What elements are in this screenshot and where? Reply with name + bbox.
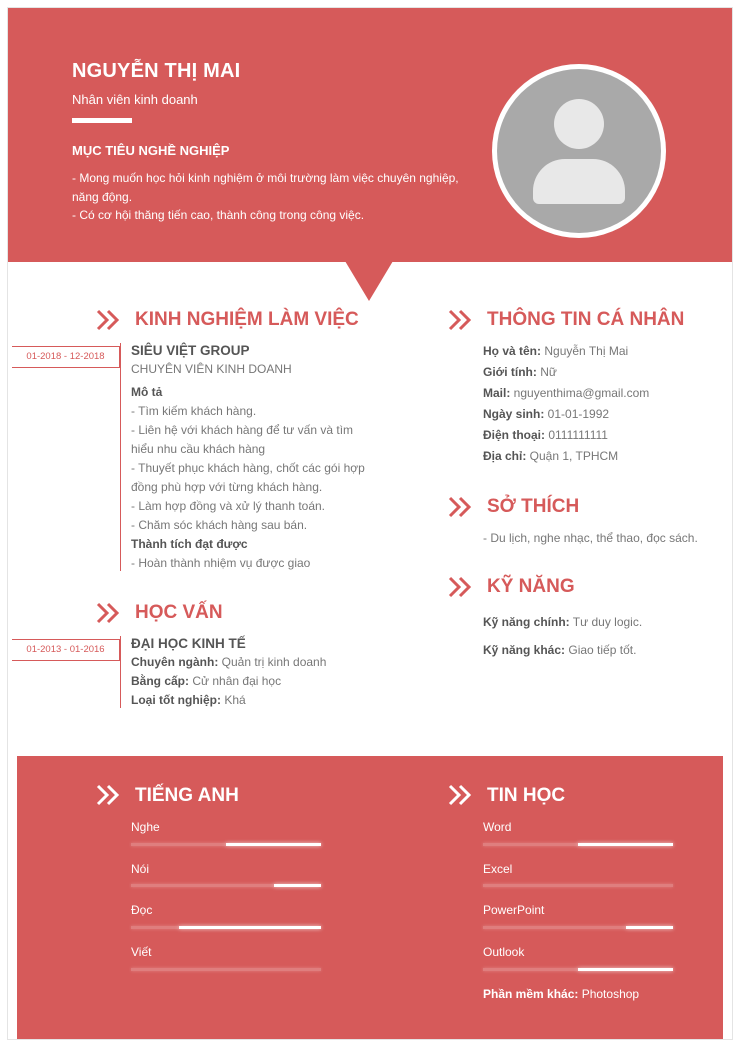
header-pointer bbox=[345, 261, 393, 301]
degree-value: Cử nhân đại học bbox=[189, 674, 282, 688]
hobbies-text: - Du lịch, nghe nhạc, thể thao, đọc sách. bbox=[483, 531, 698, 545]
english-label: Viết bbox=[131, 945, 152, 959]
avatar-body-shape bbox=[533, 159, 625, 204]
personal-item bbox=[483, 404, 649, 425]
education-title: HỌC VẤN bbox=[135, 602, 223, 623]
double-chevron-icon bbox=[448, 784, 474, 806]
english-title: TIẾNG ANH bbox=[135, 785, 239, 806]
experience-title: KINH NGHIỆM LÀM VIỆC bbox=[135, 309, 359, 330]
bar-fill bbox=[626, 926, 674, 929]
personal-item bbox=[483, 383, 649, 404]
other-value: Photoshop bbox=[578, 987, 640, 1001]
candidate-role: Nhân viên kinh doanh bbox=[72, 92, 198, 107]
bar-fill bbox=[274, 884, 322, 887]
it-title: TIN HỌC bbox=[487, 785, 566, 806]
skill-label: Kỹ năng khác: bbox=[483, 643, 566, 657]
personal-info-list bbox=[483, 341, 649, 467]
it-bar bbox=[483, 884, 673, 887]
experience-description bbox=[131, 383, 365, 573]
it-label: PowerPoint bbox=[483, 903, 545, 917]
role-underline bbox=[72, 118, 132, 123]
it-bar bbox=[483, 843, 673, 846]
bar-fill bbox=[578, 843, 673, 846]
skills-list bbox=[483, 608, 642, 664]
other-label: Phần mềm khác: bbox=[483, 987, 579, 1001]
grade-label: Loại tốt nghiệp: bbox=[131, 693, 221, 707]
education-grade bbox=[131, 691, 326, 710]
it-label: Outlook bbox=[483, 945, 525, 959]
education-school: ĐẠI HỌC KINH TẾ bbox=[131, 636, 246, 651]
double-chevron-icon bbox=[96, 309, 122, 331]
info-value: nguyenthima@gmail.com bbox=[510, 386, 650, 400]
degree-label: Bằng cấp: bbox=[131, 674, 190, 688]
description-line: - Chăm sóc khách hàng sau bán. bbox=[131, 518, 308, 532]
skill-other bbox=[483, 636, 642, 664]
personal-item bbox=[483, 425, 649, 446]
english-bar bbox=[131, 843, 321, 846]
objective-line: - Có cơ hội thăng tiến cao, thành công trong công việc. bbox=[72, 208, 365, 222]
objective-line: năng động. bbox=[72, 189, 133, 204]
info-label: Địa chỉ: bbox=[483, 449, 527, 463]
description-line: - Làm hợp đồng và xử lý thanh toán. bbox=[131, 499, 326, 513]
education-major bbox=[131, 653, 326, 672]
it-other-software bbox=[483, 987, 639, 1001]
description-line: - Liên hệ với khách hàng để tư vấn và tìm bbox=[131, 423, 354, 437]
avatar-head-shape bbox=[554, 99, 604, 149]
english-bar bbox=[131, 884, 321, 887]
english-label: Nghe bbox=[131, 820, 160, 834]
skill-label: Kỹ năng chính: bbox=[483, 615, 570, 629]
it-bar bbox=[483, 968, 673, 971]
english-label: Đọc bbox=[131, 903, 153, 917]
it-label: Excel bbox=[483, 862, 513, 876]
skill-main bbox=[483, 608, 642, 636]
personal-item bbox=[483, 446, 649, 467]
info-label: Giới tính: bbox=[483, 365, 537, 379]
info-value: Quận 1, TPHCM bbox=[526, 449, 619, 463]
info-value: Nữ bbox=[536, 365, 557, 379]
info-label: Điện thoại: bbox=[483, 428, 545, 442]
major-label: Chuyên ngành: bbox=[131, 655, 219, 669]
description-line: - Tìm kiếm khách hàng. bbox=[131, 404, 257, 418]
education-details bbox=[131, 653, 326, 710]
skill-value: Tư duy logic. bbox=[569, 615, 643, 629]
double-chevron-icon bbox=[448, 496, 474, 518]
double-chevron-icon bbox=[448, 576, 474, 598]
skills-title: KỸ NĂNG bbox=[487, 576, 575, 597]
info-label: Họ và tên: bbox=[483, 344, 542, 358]
candidate-name: NGUYỄN THỊ MAI bbox=[72, 60, 241, 82]
achievement-line: - Hoàn thành nhiệm vụ được giao bbox=[131, 556, 311, 570]
bar-fill bbox=[179, 926, 322, 929]
objective-text bbox=[72, 169, 472, 225]
experience-position: CHUYÊN VIÊN KINH DOANH bbox=[131, 362, 292, 376]
english-label: Nói bbox=[131, 862, 150, 876]
personal-title: THÔNG TIN CÁ NHÂN bbox=[487, 309, 685, 330]
experience-company: SIÊU VIỆT GROUP bbox=[131, 343, 250, 358]
experience-date: 01-2018 - 12-2018 bbox=[12, 346, 120, 368]
description-line: hiểu nhu cầu khách hàng bbox=[131, 442, 266, 456]
bar-fill bbox=[578, 968, 673, 971]
it-bar bbox=[483, 926, 673, 929]
double-chevron-icon bbox=[96, 784, 122, 806]
hobbies-title: SỞ THÍCH bbox=[487, 496, 580, 517]
experience-timeline bbox=[120, 343, 121, 571]
major-value: Quản trị kinh doanh bbox=[218, 655, 327, 669]
education-timeline bbox=[120, 636, 121, 708]
info-label: Ngày sinh: bbox=[483, 407, 545, 421]
education-degree bbox=[131, 672, 326, 691]
english-bar bbox=[131, 926, 321, 929]
avatar bbox=[492, 64, 666, 238]
description-line: - Thuyết phục khách hàng, chốt các gói hợp bbox=[131, 461, 365, 475]
bar-fill bbox=[226, 843, 321, 846]
personal-item bbox=[483, 341, 649, 362]
double-chevron-icon bbox=[448, 309, 474, 331]
double-chevron-icon bbox=[96, 602, 122, 624]
education-date: 01-2013 - 01-2016 bbox=[12, 639, 120, 661]
info-label: Mail: bbox=[483, 386, 511, 400]
info-value: 0111111111 bbox=[545, 428, 608, 442]
objective-line: - Mong muốn học hỏi kinh nghiệm ở môi trường làm việc chuyên nghiệp, bbox=[72, 171, 459, 185]
it-label: Word bbox=[483, 820, 512, 834]
user-avatar-icon bbox=[497, 69, 661, 233]
info-value: 01-01-1992 bbox=[544, 407, 610, 421]
objective-title: MỤC TIÊU NGHỀ NGHIỆP bbox=[72, 143, 230, 158]
skill-value: Giao tiếp tốt. bbox=[565, 643, 637, 657]
description-label: Mô tả bbox=[131, 385, 163, 399]
description-line: đồng phù hợp với từng khách hàng. bbox=[131, 480, 323, 494]
achievement-label: Thành tích đạt được bbox=[131, 537, 248, 551]
info-value: Nguyễn Thị Mai bbox=[541, 344, 629, 358]
english-bar bbox=[131, 968, 321, 971]
grade-value: Khá bbox=[220, 693, 246, 707]
personal-item bbox=[483, 362, 649, 383]
